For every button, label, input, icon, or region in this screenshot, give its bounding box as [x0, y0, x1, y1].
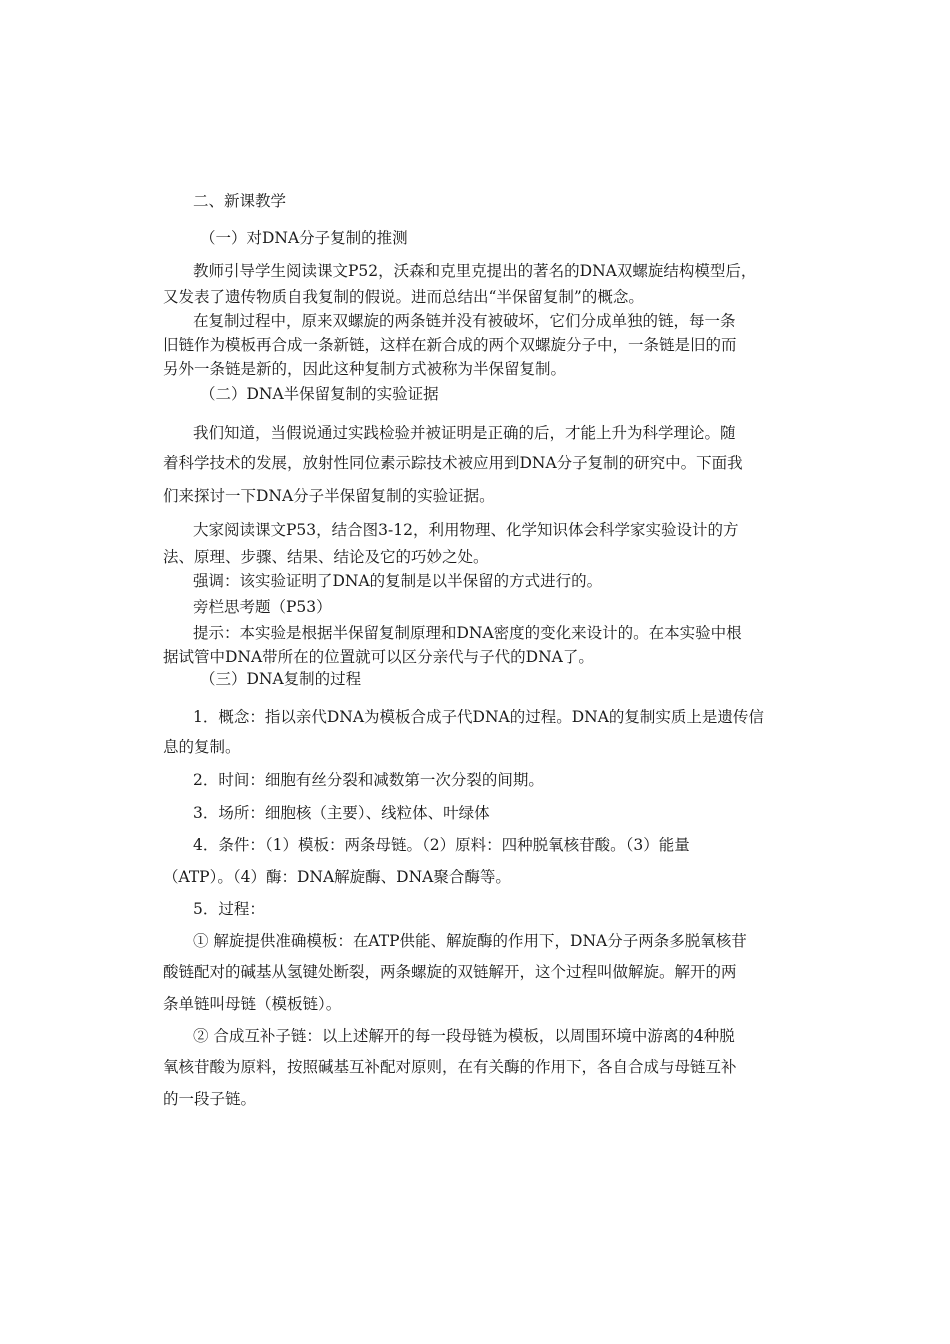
text-line: 在复制过程中，原来双螺旋的两条链并没有被破坏，它们分成单独的链，每一条: [193, 312, 736, 330]
text-line: 我们知道，当假说通过实践检验并被证明是正确的后，才能上升为科学理论。随: [193, 424, 736, 442]
text-line: 旁栏思考题（P53）: [193, 598, 332, 616]
section-heading: 二、新课教学: [193, 192, 287, 210]
text-line: ② 合成互补子链：以上述解开的每一段母链为模板，以周围环境中游离的4种脱: [193, 1027, 735, 1045]
text-line: ① 解旋提供准确模板：在ATP供能、解旋酶的作用下，DNA分子两条多脱氧核苷: [193, 932, 747, 950]
text-line: 教师引导学生阅读课文P52，沃森和克里克提出的著名的DNA双螺旋结构模型后，: [193, 262, 757, 280]
text-line: 1．概念：指以亲代DNA为模板合成子代DNA的过程。DNA的复制实质上是遗传信: [193, 708, 764, 726]
text-line: 4．条件：（1）模板：两条母链。（2）原料：四种脱氧核苷酸。（3）能量: [193, 836, 690, 854]
text-line: 据试管中DNA带所在的位置就可以区分亲代与子代的DNA了。: [163, 648, 594, 666]
text-line: 又发表了遗传物质自我复制的假说。进而总结出“半保留复制”的概念。: [163, 288, 644, 306]
subsection-heading: （二）DNA半保留复制的实验证据: [200, 385, 439, 403]
text-line: 的一段子链。: [163, 1090, 257, 1108]
text-line: 5．过程：: [193, 900, 265, 918]
text-line: 着科学技术的发展，放射性同位素示踪技术被应用到DNA分子复制的研究中。下面我: [163, 454, 743, 472]
text-line: 大家阅读课文P53，结合图3-12，利用物理、化学知识体会科学家实验设计的方: [193, 521, 739, 539]
text-line: 条单链叫母链（模板链）。: [163, 995, 342, 1013]
text-line: 酸链配对的碱基从氢键处断裂，两条螺旋的双链解开，这个过程叫做解旋。解开的两: [163, 963, 737, 981]
text-line: 另外一条链是新的，因此这种复制方式被称为半保留复制。: [163, 360, 567, 378]
text-line: 3．场所：细胞核（主要）、线粒体、叶绿体: [193, 804, 490, 822]
text-line: 强调：该实验证明了DNA的复制是以半保留的方式进行的。: [193, 572, 603, 590]
text-line: 们来探讨一下DNA分子半保留复制的实验证据。: [163, 487, 495, 505]
text-line: 2．时间：细胞有丝分裂和减数第一次分裂的间期。: [193, 771, 544, 789]
text-line: 法、原理、步骤、结果、结论及它的巧妙之处。: [163, 548, 489, 566]
subsection-heading: （三）DNA复制的过程: [200, 670, 362, 688]
text-line: （ATP）。（4）酶：DNA解旋酶、DNA聚合酶等。: [163, 868, 511, 886]
text-line: 氧核苷酸为原料，按照碱基互补配对原则，在有关酶的作用下，各自合成与母链互补: [163, 1058, 737, 1076]
text-line: 提示：本实验是根据半保留复制原理和DNA密度的变化来设计的。在本实验中根: [193, 624, 742, 642]
subsection-heading: （一）对DNA分子复制的推测: [200, 229, 408, 247]
text-line: 旧链作为模板再合成一条新链，这样在新合成的两个双螺旋分子中，一条链是旧的而: [163, 336, 737, 354]
text-line: 息的复制。: [163, 738, 241, 756]
